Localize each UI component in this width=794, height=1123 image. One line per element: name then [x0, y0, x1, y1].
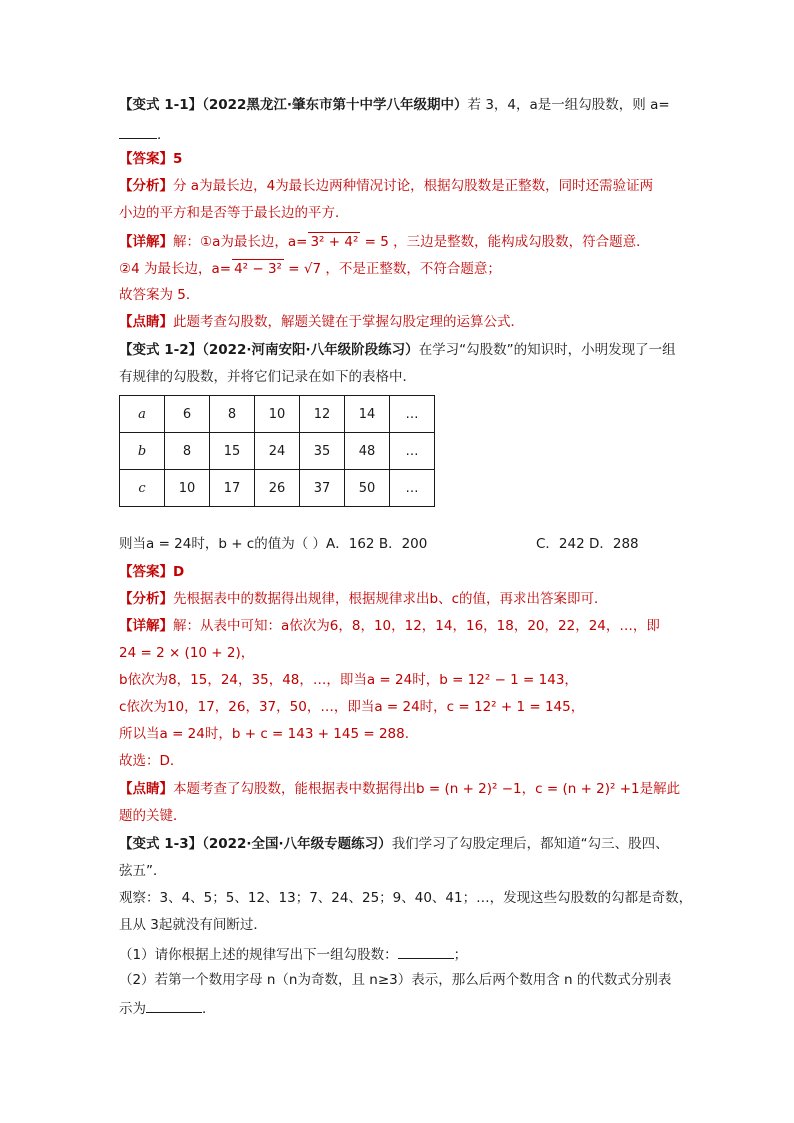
- note-text: 本题考查了勾股数，能根据表中数据得出: [173, 781, 416, 797]
- detail-tag: 【详解】: [119, 234, 173, 250]
- answer-tag: 【答案】: [119, 151, 173, 167]
- v1-3-q2-2: [119, 998, 216, 1018]
- v1-2-detail-2: 24 = 2 × (10 + 2)，: [119, 645, 255, 661]
- table-cell: 35: [300, 433, 345, 470]
- v1-2-detail-3: [119, 671, 578, 689]
- table-cell: 37: [300, 470, 345, 507]
- v1-1-detail-3: 故答案为 5．: [119, 287, 200, 303]
- detail-text: 解：①a为最长边，a=: [173, 234, 308, 250]
- v1-3-source: （2022·全国·八年级专题练习）: [202, 836, 392, 852]
- ask-text: 则当a = 24时，b + c的值为（ ）A．162 B．200: [119, 536, 428, 552]
- note-tag: 【点睛】: [119, 314, 173, 330]
- table-cell: …: [390, 470, 435, 507]
- q2-end: ．: [202, 1001, 216, 1017]
- table-row: [120, 470, 435, 507]
- v1-1-analysis: [119, 177, 653, 195]
- detail-text: b + c = 143 + 145 = 288.: [231, 726, 410, 742]
- v1-1-question: 若 3，4，a是一组勾股数，则 a=: [467, 97, 670, 113]
- analysis-tag: 【分析】: [119, 591, 173, 607]
- table-cell: 14: [345, 396, 390, 433]
- q1-text: （1）请你根据上述的规律写出下一组勾股数：: [119, 947, 398, 963]
- v1-2-detail-1: [119, 617, 660, 635]
- table-row: [120, 396, 435, 433]
- detail-text: b依次为8，15，24，35，48，…，即当a = 24时，: [119, 672, 440, 688]
- table-cell: …: [390, 433, 435, 470]
- answer-value: 5: [173, 151, 183, 167]
- table-cell: a: [120, 396, 165, 433]
- detail-text: b = 12² − 1 = 143，: [439, 672, 578, 688]
- table-cell: 15: [210, 433, 255, 470]
- q1-end: ；: [453, 947, 468, 963]
- table-cell: 17: [210, 470, 255, 507]
- v1-3-tag: 【变式 1-3】: [119, 836, 203, 852]
- v1-2-detail-4: [119, 698, 584, 716]
- table-cell: 8: [165, 433, 210, 470]
- v1-2-question: 在学习“勾股数”的知识时，小明发现了一组: [418, 342, 676, 358]
- v1-2-tag: 【变式 1-2】: [119, 342, 203, 358]
- v1-2-question-2: 有规律的勾股数，并将它们记录在如下的表格中．: [119, 369, 416, 385]
- pythagorean-table: [119, 395, 435, 507]
- v1-2-question-line: [119, 341, 676, 359]
- v1-3-q2: （2）若第一个数用字母 n（n为奇数，且 n≥3）表示，那么后两个数用含 n 的代数式分别表: [119, 972, 672, 988]
- analysis-text: 分 a为最长边，4为最长边两种情况讨论，根据勾股数是正整数，同时还需验证两: [173, 178, 654, 194]
- table-cell: …: [390, 396, 435, 433]
- note-tag: 【点睛】: [119, 781, 173, 797]
- table-cell: 48: [345, 433, 390, 470]
- analysis-text: 先根据表中的数据得出规律，根据规律求出b、c的值，再求出答案即可．: [173, 591, 608, 607]
- answer-blank: [146, 998, 202, 1013]
- v1-1-answer: [119, 150, 182, 168]
- v1-1-source: （2022黑龙江·肇东市第十中学八年级期中）: [202, 97, 468, 113]
- analysis-tag: 【分析】: [119, 178, 173, 194]
- table-cell: 10: [165, 470, 210, 507]
- table-cell: 10: [255, 396, 300, 433]
- table-cell: b: [120, 433, 165, 470]
- table-cell: 50: [345, 470, 390, 507]
- v1-2-source: （2022·河南安阳·八年级阶段练习）: [202, 342, 419, 358]
- v1-3-q1: [119, 944, 467, 964]
- v1-3-question-2: 弦五”．: [119, 863, 167, 879]
- detail-text: 所以当a = 24时，: [119, 726, 232, 742]
- detail-text: a依次为6，8，10，12，14，16，18，20，22，24，…，即: [281, 618, 660, 634]
- v1-2-answer: [119, 563, 184, 581]
- v1-2-detail-5: [119, 725, 409, 743]
- v1-2-ask-cd: C．242 D．288: [536, 536, 639, 552]
- detail-text: ②4 为最长边，a=: [119, 261, 232, 277]
- table-cell: 26: [255, 470, 300, 507]
- sqrt-expression: 3² + 4²: [310, 234, 359, 250]
- v1-2-note-2: 题的关键．: [119, 808, 187, 824]
- note-text: 此题考查勾股数，解题关键在于掌握勾股定理的运算公式．: [173, 314, 524, 330]
- detail-text: = √7 ，不是正整数，不符合题意；: [283, 261, 501, 277]
- detail-text: c依次为10，17，26，37，50，…，即当a = 24时，: [119, 699, 447, 715]
- table-cell: 6: [165, 396, 210, 433]
- v1-2-note: [119, 780, 680, 798]
- table-cell: 12: [300, 396, 345, 433]
- detail-tag: 【详解】: [119, 618, 173, 634]
- sqrt-expression: 4² − 3²: [234, 261, 282, 277]
- v1-3-question-line: [119, 835, 669, 853]
- v1-1-tag: 【变式 1-1】: [119, 97, 203, 113]
- answer-value: D: [173, 564, 185, 580]
- v1-1-detail-2: [119, 259, 501, 278]
- table-row: [120, 433, 435, 470]
- v1-3-observe-2: 且从 3起就没有间断过．: [119, 917, 267, 933]
- answer-blank: [398, 944, 454, 959]
- q2-text: 示为: [119, 1001, 146, 1017]
- note-formula: b = (n + 2)² −1，c = (n + 2)² +1: [416, 781, 640, 797]
- detail-text: c = 12² + 1 = 145，: [446, 699, 585, 715]
- answer-tag: 【答案】: [119, 564, 173, 580]
- answer-blank: [119, 124, 157, 139]
- v1-2-ask: [119, 535, 427, 553]
- note-text: 是解此: [639, 781, 681, 797]
- v1-1-detail-1: [119, 232, 650, 251]
- v1-1-end: ．: [157, 127, 171, 143]
- table-cell: 24: [255, 433, 300, 470]
- v1-1-note: [119, 313, 524, 331]
- v1-3-observe-1: 观察：3、4、5；5、12、13；7、24、25；9、40、41；…，发现这些勾股数的勾都是奇数，: [119, 890, 693, 906]
- v1-2-analysis: [119, 590, 608, 608]
- table-cell: c: [120, 470, 165, 507]
- v1-1-question-line: [119, 96, 670, 114]
- v1-2-detail-6: 故选：D．: [119, 753, 184, 769]
- detail-text: = 5 ，三边是整数，能构成勾股数，符合题意．: [360, 234, 650, 250]
- v1-3-question: 我们学习了勾股定理后，都知道“勾三、股四、: [391, 836, 669, 852]
- v1-1-blank-line: [119, 124, 171, 144]
- v1-1-analysis-2: 小边的平方和是否等于最长边的平方．: [119, 205, 349, 221]
- table-cell: 8: [210, 396, 255, 433]
- detail-text: 解：从表中可知：: [173, 618, 281, 634]
